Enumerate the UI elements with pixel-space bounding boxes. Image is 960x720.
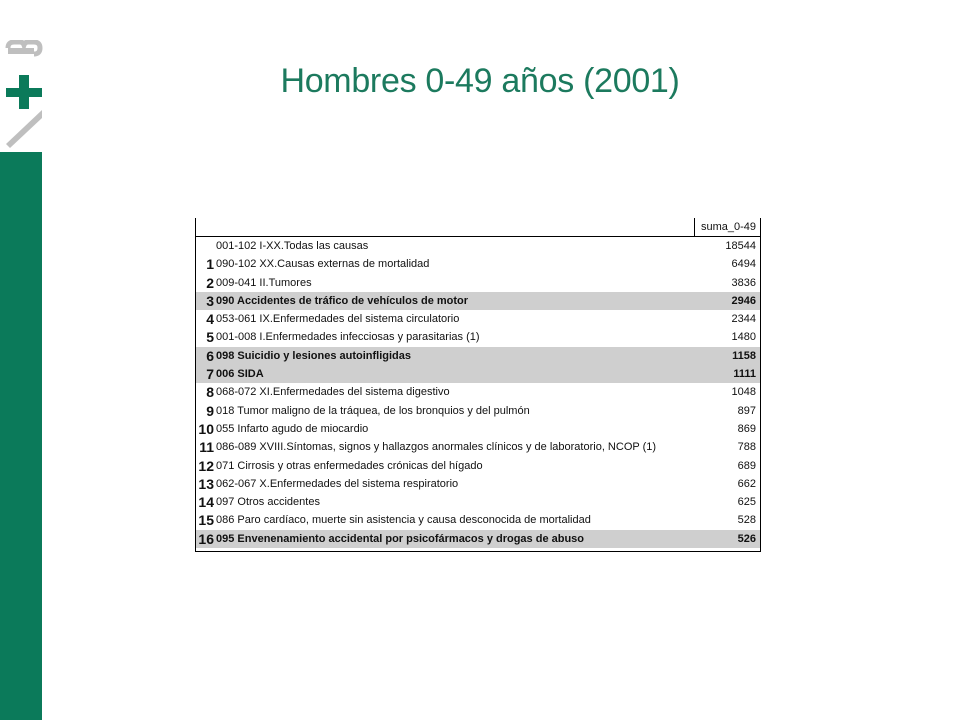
row-rank: 11 <box>199 439 214 456</box>
row-value: 18544 <box>725 240 756 252</box>
row-value: 1158 <box>732 349 756 362</box>
row-value: 788 <box>737 441 756 454</box>
row-cause-label: 001-102 I-XX.Todas las causas <box>216 240 369 252</box>
row-cause-label: 068-072 XI.Enfermedades del sistema digestivo <box>216 386 450 399</box>
row-rank: 7 <box>206 366 214 383</box>
table-row <box>196 310 760 328</box>
table-row <box>196 328 760 346</box>
row-cause-label: 062-067 X.Enfermedades del sistema respiratorio <box>216 477 459 490</box>
row-rank: 6 <box>206 347 214 364</box>
table-header <box>196 218 762 237</box>
row-cause-label: 086 Paro cardíaco, muerte sin asistencia y causa desconocida de mortalidad <box>216 514 591 527</box>
row-rank: 13 <box>198 475 214 492</box>
row-cause-label: 009-041 II.Tumores <box>216 276 312 289</box>
row-cause-label: 097 Otros accidentes <box>216 496 320 509</box>
table-row <box>196 255 760 273</box>
row-rank: 14 <box>198 494 214 511</box>
table-row <box>196 438 760 456</box>
row-cause-label: 071 Cirrosis y otras enfermedades crónicas del hígado <box>216 459 483 472</box>
row-value: 1048 <box>731 386 756 399</box>
row-value: 897 <box>737 404 756 417</box>
table-row <box>196 457 760 475</box>
mortality-table <box>195 218 761 552</box>
row-value: 6494 <box>731 258 756 271</box>
row-value: 528 <box>737 514 756 527</box>
row-cause-label: 090-102 XX.Causas externas de mortalidad <box>216 258 430 271</box>
table-row <box>196 383 760 401</box>
row-rank: 8 <box>206 384 214 401</box>
table-row <box>196 493 760 511</box>
row-rank: 12 <box>198 457 214 474</box>
table-row <box>196 237 760 255</box>
row-rank: 4 <box>206 311 214 328</box>
row-rank: 9 <box>206 402 214 419</box>
column-header-suma: suma_0-49 <box>700 221 756 233</box>
row-value: 2344 <box>731 313 756 326</box>
table-row <box>196 420 760 438</box>
row-rank: 10 <box>198 420 214 437</box>
row-cause-label: 053-061 IX.Enfermedades del sistema circulatorio <box>216 313 460 326</box>
brand-logo-icon <box>2 40 46 152</box>
row-value: 1480 <box>731 331 756 344</box>
row-value: 625 <box>737 496 756 509</box>
row-cause-label: 001-008 I.Enfermedades infecciosas y parasitarias (1) <box>216 331 480 344</box>
row-cause-label: 090 Accidentes de tráfico de vehículos de motor <box>216 294 469 307</box>
row-value: 662 <box>737 477 756 490</box>
row-rank: 15 <box>198 512 214 529</box>
row-value: 2946 <box>731 294 756 307</box>
table-row <box>196 402 760 420</box>
table-row <box>196 365 760 383</box>
row-cause-label: 055 Infarto agudo de miocardio <box>216 422 369 435</box>
row-value: 869 <box>737 422 756 435</box>
row-cause-label: 098 Suicidio y lesiones autoinfligidas <box>216 349 411 362</box>
row-value: 3836 <box>731 276 756 289</box>
row-value: 1111 <box>733 368 756 381</box>
row-rank: 1 <box>206 256 214 273</box>
row-cause-label: 086-089 XVIII.Síntomas, signos y hallazgos anormales clínicos y de laboratorio, NCOP (1) <box>216 441 657 454</box>
row-cause-label: 018 Tumor maligno de la tráquea, de los bronquios y del pulmón <box>216 404 530 417</box>
table-row <box>196 475 760 493</box>
row-rank: 2 <box>206 274 214 291</box>
row-rank: 5 <box>206 329 214 346</box>
table-row <box>196 292 760 310</box>
row-value: 526 <box>737 532 756 545</box>
row-value: 689 <box>737 459 756 472</box>
table-row <box>196 530 760 548</box>
table-row <box>196 274 760 292</box>
table-row <box>196 347 760 365</box>
row-cause-label: 006 SIDA <box>216 368 264 381</box>
page-title: Hombres 0-49 años (2001) <box>280 62 680 100</box>
table-row <box>196 511 760 529</box>
row-rank: 3 <box>206 292 214 309</box>
row-cause-label: 095 Envenenamiento accidental por psicofármacos y drogas de abuso <box>216 532 585 545</box>
table-body <box>196 237 760 548</box>
row-rank: 16 <box>198 530 214 547</box>
column-divider <box>694 218 695 237</box>
brand-sidebar-bar <box>0 152 42 720</box>
